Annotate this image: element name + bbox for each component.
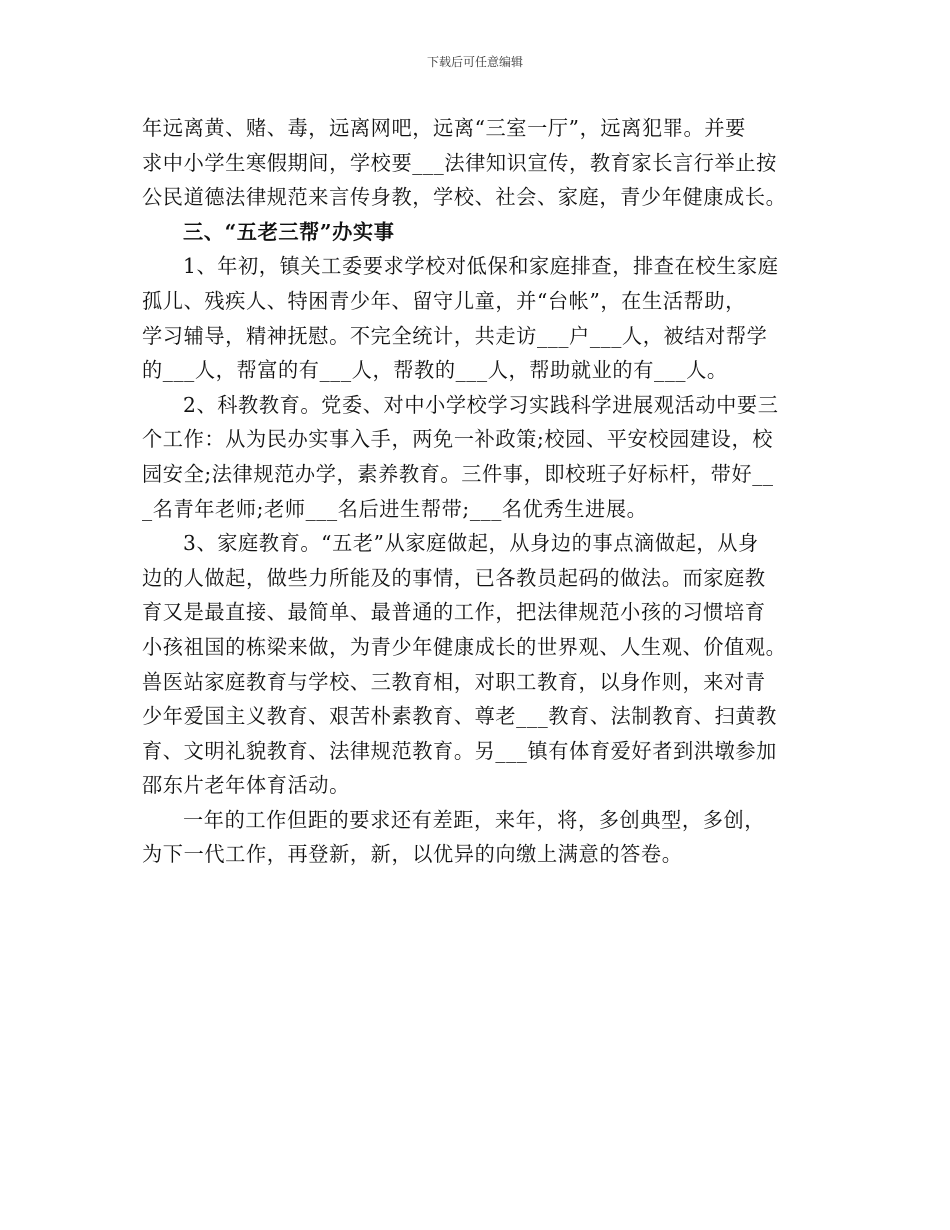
text-line: 公民道德法律规范来言传身教，学校、社会、家庭，青少年健康成长。 bbox=[142, 185, 787, 210]
text-line: 少年爱国主义教育、艰苦朴素教育、尊老___教育、法制教育、扫黄教 bbox=[142, 704, 777, 729]
text-line: 年远离黄、赌、毒，远离网吧，远离“三室一厅”，远离犯罪。并要 bbox=[142, 116, 746, 140]
text-line: 3、家庭教育。“五老”从家庭做起，从身边的事点滴做起，从身 bbox=[183, 531, 759, 556]
section-heading: 三、“五老三帮”办实事 bbox=[183, 219, 395, 244]
text-line: 为下一代工作，再登新，新，以优异的向缴上满意的答卷。 bbox=[142, 842, 683, 867]
text-line: 育又是最直接、最简单、最普通的工作，把法律规范小孩的习惯培育 bbox=[142, 600, 766, 625]
text-line: 园安全;法律规范办学，素养教育。三件事，即校班子好标杆，带好__ bbox=[142, 461, 774, 486]
text-line: 的___人，帮富的有___人，帮教的___人，帮助就业的有___人。 bbox=[142, 358, 728, 383]
page-header: 下载后可任意编辑 bbox=[426, 55, 523, 69]
text-line: 学习辅导，精神抚慰。不完全统计，共走访___户___人，被结对帮学 bbox=[142, 323, 768, 348]
text-line: 1、年初，镇关工委要求学校对低保和家庭排查，排查在校生家庭 bbox=[183, 254, 779, 279]
text-line: 兽医站家庭教育与学校、三教育相，对职工教育，以身作则，来对青 bbox=[142, 669, 766, 694]
text-line: 求中小学生寒假期间，学校要___法律知识宣传，教育家长言行举止按 bbox=[142, 150, 777, 175]
text-line: 邵东片老年体育活动。 bbox=[142, 773, 350, 798]
document-body bbox=[142, 111, 810, 872]
text-line: 个工作：从为民办实事入手，两免一补政策;校园、平安校园建设，校 bbox=[142, 427, 774, 452]
text-line: 育、文明礼貌教育、法律规范教育。另___镇有体育爱好者到洪墩参加 bbox=[142, 738, 777, 763]
text-line: 2、科教教育。党委、对中小学校学习实践科学进展观活动中要三 bbox=[183, 392, 779, 417]
text-line: 一年的工作但距的要求还有差距，来年，将，多创典型，多创， bbox=[183, 807, 766, 832]
text-line: 孤儿、残疾人、特困青少年、留守儿童，并“台帐”，在生活帮助， bbox=[142, 288, 746, 313]
text-line: _名青年老师;老师___名后进生帮带;___名优秀生进展。 bbox=[142, 496, 648, 521]
text-line: 小孩祖国的栋梁来做，为青少年健康成长的世界观、人生观、价值观。 bbox=[142, 634, 787, 659]
text-line: 边的人做起，做些力所能及的事情，已各教员起码的做法。而家庭教 bbox=[142, 565, 766, 590]
